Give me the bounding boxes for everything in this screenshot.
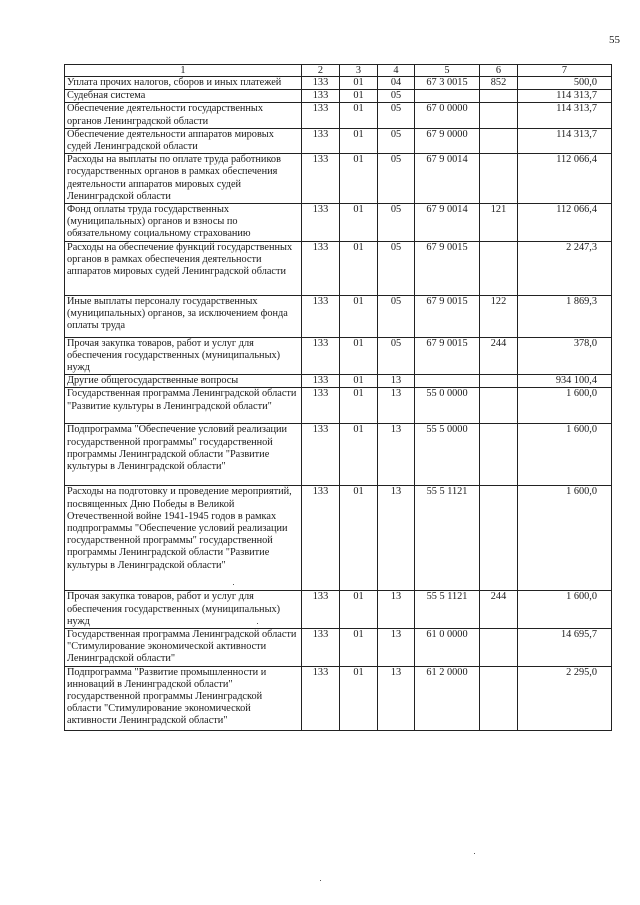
admin-code-cell: 133 [302,388,340,424]
amount-cell: 112 066,4 [518,204,612,242]
admin-code-cell: 133 [302,629,340,667]
section-cell: 01 [340,591,378,629]
target-article-cell: 67 9 0014 [415,204,480,242]
target-article-cell: 55 0 0000 [415,388,480,424]
header-cell: 6 [480,65,518,77]
row-name-cell: Уплата прочих налогов, сборов и иных платежей [65,77,302,90]
amount-cell: 934 100,4 [518,375,612,388]
target-article-cell: 67 9 0014 [415,154,480,204]
expense-type-cell [480,375,518,388]
table-row [65,128,612,153]
expense-type-cell [480,103,518,128]
table-row [65,241,612,295]
table-row [65,666,612,730]
amount-cell: 2 247,3 [518,241,612,295]
table-row [65,486,612,591]
budget-table [64,64,612,731]
expense-type-cell [480,388,518,424]
target-article-cell [415,375,480,388]
table-row [65,77,612,90]
expense-type-cell: 244 [480,591,518,629]
target-article-cell [415,90,480,103]
header-cell: 7 [518,65,612,77]
amount-cell: 1 600,0 [518,424,612,486]
table-row [65,295,612,337]
table-row [65,204,612,242]
row-name-cell: Подпрограмма "Развитие промышленности и инноваций в Ленинградской области" государственной программы Ленинградской области "Стимулирование экономической активности Ленинградской области" [65,666,302,730]
admin-code-cell: 133 [302,128,340,153]
amount-cell: 1 869,3 [518,295,612,337]
subsection-cell: 13 [378,375,415,388]
admin-code-cell: 133 [302,424,340,486]
section-cell: 01 [340,388,378,424]
admin-code-cell: 133 [302,486,340,591]
section-cell: 01 [340,77,378,90]
section-cell: 01 [340,90,378,103]
expense-type-cell [480,486,518,591]
row-name-cell: Прочая закупка товаров, работ и услуг для обеспечения государственных (муниципальных) нужд [65,337,302,375]
scan-speck [233,584,234,585]
table-row [65,103,612,128]
amount-cell: 378,0 [518,337,612,375]
subsection-cell: 05 [378,154,415,204]
target-article-cell: 67 9 0015 [415,295,480,337]
admin-code-cell: 133 [302,337,340,375]
admin-code-cell: 133 [302,375,340,388]
section-cell: 01 [340,204,378,242]
expense-type-cell [480,666,518,730]
amount-cell: 1 600,0 [518,591,612,629]
subsection-cell: 05 [378,295,415,337]
amount-cell: 14 695,7 [518,629,612,667]
target-article-cell: 67 9 0015 [415,337,480,375]
row-name-cell: Государственная программа Ленинградской области "Стимулирование экономической активности Ленинградской области" [65,629,302,667]
expense-type-cell [480,128,518,153]
subsection-cell: 13 [378,424,415,486]
table-row [65,90,612,103]
section-cell: 01 [340,486,378,591]
page-number: 55 [609,34,620,46]
section-cell: 01 [340,103,378,128]
table-row [65,154,612,204]
row-name-cell: Подпрограмма "Обеспечение условий реализации государственной программы" государственной программы Ленинградской области "Развитие культуры в Ленинградской области" [65,424,302,486]
subsection-cell: 05 [378,337,415,375]
expense-type-cell: 852 [480,77,518,90]
expense-type-cell: 244 [480,337,518,375]
header-cell: 5 [415,65,480,77]
target-article-cell: 61 2 0000 [415,666,480,730]
admin-code-cell: 133 [302,77,340,90]
subsection-cell: 05 [378,204,415,242]
subsection-cell: 13 [378,666,415,730]
section-cell: 01 [340,424,378,486]
admin-code-cell: 133 [302,666,340,730]
row-name-cell: Расходы на выплаты по оплате труда работников государственных органов в рамках обеспечения деятельности аппаратов мировых судей Ленинградской области [65,154,302,204]
row-name-cell: Обеспечение деятельности государственных органов Ленинградской области [65,103,302,128]
admin-code-cell: 133 [302,103,340,128]
target-article-cell: 55 5 1121 [415,591,480,629]
amount-cell: 114 313,7 [518,90,612,103]
amount-cell: 112 066,4 [518,154,612,204]
subsection-cell: 13 [378,486,415,591]
expense-type-cell [480,424,518,486]
table-row [65,388,612,424]
scan-speck [257,623,258,624]
admin-code-cell: 133 [302,90,340,103]
amount-cell: 114 313,7 [518,103,612,128]
subsection-cell: 13 [378,629,415,667]
row-name-cell: Государственная программа Ленинградской области "Развитие культуры в Ленинградской области" [65,388,302,424]
expense-type-cell: 122 [480,295,518,337]
table-row [65,629,612,667]
amount-cell: 1 600,0 [518,486,612,591]
table-row [65,424,612,486]
target-article-cell: 55 5 0000 [415,424,480,486]
section-cell: 01 [340,629,378,667]
target-article-cell: 67 9 0015 [415,241,480,295]
section-cell: 01 [340,375,378,388]
amount-cell: 500,0 [518,77,612,90]
subsection-cell: 05 [378,128,415,153]
target-article-cell: 67 9 0000 [415,128,480,153]
admin-code-cell: 133 [302,295,340,337]
header-cell: 2 [302,65,340,77]
target-article-cell: 67 3 0015 [415,77,480,90]
row-name-cell: Прочая закупка товаров, работ и услуг для обеспечения государственных (муниципальных) нужд [65,591,302,629]
header-cell: 3 [340,65,378,77]
expense-type-cell [480,90,518,103]
section-cell: 01 [340,295,378,337]
scan-speck [474,853,475,854]
row-name-cell: Расходы на обеспечение функций государственных органов в рамках обеспечения деятельности аппаратов мировых судей Ленинградской области [65,241,302,295]
table-row [65,375,612,388]
section-cell: 01 [340,337,378,375]
target-article-cell: 61 0 0000 [415,629,480,667]
expense-type-cell [480,629,518,667]
expense-type-cell [480,154,518,204]
expense-type-cell [480,241,518,295]
row-name-cell: Иные выплаты персоналу государственных (муниципальных) органов, за исключением фонда оплаты труда [65,295,302,337]
target-article-cell: 67 0 0000 [415,103,480,128]
row-name-cell: Другие общегосударственные вопросы [65,375,302,388]
subsection-cell: 05 [378,103,415,128]
header-cell: 1 [65,65,302,77]
table-row [65,591,612,629]
section-cell: 01 [340,128,378,153]
subsection-cell: 13 [378,591,415,629]
admin-code-cell: 133 [302,204,340,242]
admin-code-cell: 133 [302,591,340,629]
subsection-cell: 05 [378,241,415,295]
admin-code-cell: 133 [302,154,340,204]
section-cell: 01 [340,154,378,204]
row-name-cell: Обеспечение деятельности аппаратов мировых судей Ленинградской области [65,128,302,153]
subsection-cell: 04 [378,77,415,90]
amount-cell: 2 295,0 [518,666,612,730]
header-cell: 4 [378,65,415,77]
section-cell: 01 [340,666,378,730]
expense-type-cell: 121 [480,204,518,242]
subsection-cell: 05 [378,90,415,103]
amount-cell: 114 313,7 [518,128,612,153]
table-row [65,337,612,375]
target-article-cell: 55 5 1121 [415,486,480,591]
subsection-cell: 13 [378,388,415,424]
scan-speck [320,880,321,881]
row-name-cell: Расходы на подготовку и проведение мероприятий, посвященных Дню Победы в Великой Отечественной войне 1941-1945 годов в рамках подпрограммы "Обеспечение условий реализации государственной программы" государственной программы Ленинградской области "Развитие культуры в Ленинградской области" [65,486,302,591]
section-cell: 01 [340,241,378,295]
row-name-cell: Фонд оплаты труда государственных (муниципальных) органов и взносы по обязательному социальному страхованию [65,204,302,242]
header-row [65,65,612,77]
admin-code-cell: 133 [302,241,340,295]
row-name-cell: Судебная система [65,90,302,103]
amount-cell: 1 600,0 [518,388,612,424]
